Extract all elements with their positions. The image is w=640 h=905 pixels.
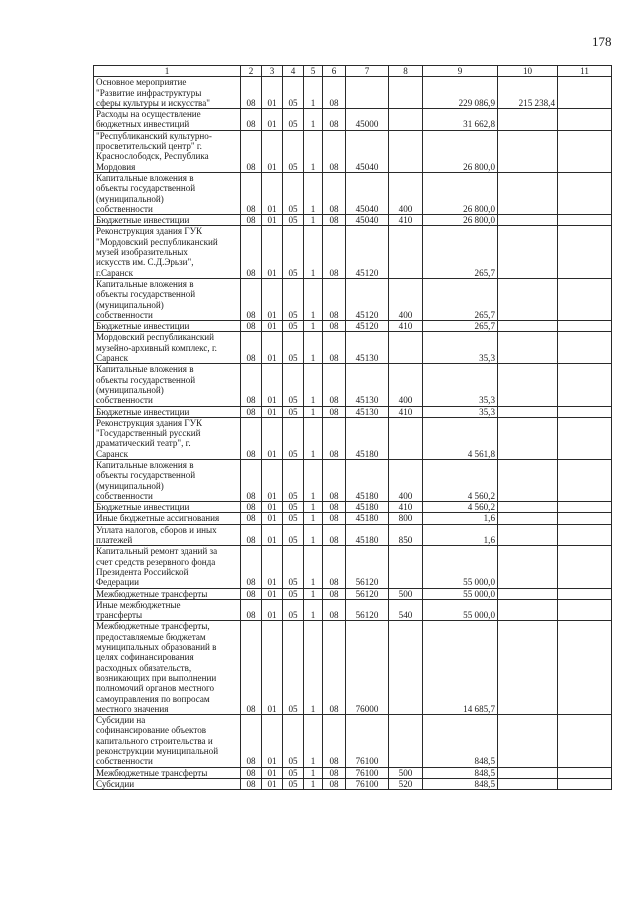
program-code: 05 <box>283 364 304 406</box>
subprogram-code: 1 <box>304 715 323 767</box>
expense-name: Капитальные вложения в объекты государственной (муниципальной) собственности <box>94 459 241 501</box>
expense-name: Бюджетные инвестиции <box>94 406 241 417</box>
event-code: 08 <box>323 588 346 599</box>
amount-year-1: 14 685,7 <box>423 621 498 715</box>
table-row <box>94 715 612 767</box>
section-code: 08 <box>241 332 262 364</box>
event-code: 08 <box>323 599 346 621</box>
amount-year-1: 35,3 <box>423 332 498 364</box>
expense-name: Реконструкция здания ГУК "Государственный русский драматический театр", г. Саранск <box>94 417 241 459</box>
table-row <box>94 77 612 109</box>
amount-year-1: 26 800,0 <box>423 130 498 172</box>
expense-name: Реконструкция здания ГУК "Мордовский республиканский музей изобразительных искусств им. С.Д.Эрьзи", г.Саранск <box>94 226 241 278</box>
subsection-code: 01 <box>262 599 283 621</box>
amount-year-2 <box>498 215 558 226</box>
event-code: 08 <box>323 778 346 789</box>
subprogram-code: 1 <box>304 621 323 715</box>
subsection-code: 01 <box>262 502 283 513</box>
section-code: 08 <box>241 130 262 172</box>
table-body <box>94 77 612 790</box>
subprogram-code: 1 <box>304 130 323 172</box>
amount-year-3 <box>558 546 612 588</box>
subsection-code: 01 <box>262 621 283 715</box>
direction-code: 45180 <box>346 417 389 459</box>
section-code: 08 <box>241 524 262 546</box>
amount-year-2 <box>498 546 558 588</box>
table-row <box>94 502 612 513</box>
direction-code: 45180 <box>346 513 389 524</box>
amount-year-2 <box>498 278 558 320</box>
amount-year-2 <box>498 778 558 789</box>
amount-year-3 <box>558 77 612 109</box>
program-code: 05 <box>283 546 304 588</box>
column-header: 2 <box>241 66 262 77</box>
event-code: 08 <box>323 417 346 459</box>
subsection-code: 01 <box>262 77 283 109</box>
expense-type-code: 410 <box>389 406 423 417</box>
direction-code: 45180 <box>346 459 389 501</box>
amount-year-1: 31 662,8 <box>423 109 498 131</box>
subprogram-code: 1 <box>304 599 323 621</box>
table-row <box>94 109 612 131</box>
amount-year-2 <box>498 109 558 131</box>
direction-code: 45120 <box>346 321 389 332</box>
amount-year-3 <box>558 406 612 417</box>
expense-name: Бюджетные инвестиции <box>94 215 241 226</box>
subprogram-code: 1 <box>304 109 323 131</box>
direction-code: 56120 <box>346 546 389 588</box>
amount-year-1: 35,3 <box>423 364 498 406</box>
amount-year-3 <box>558 459 612 501</box>
program-code: 05 <box>283 778 304 789</box>
expense-type-code <box>389 109 423 131</box>
program-code: 05 <box>283 513 304 524</box>
program-code: 05 <box>283 502 304 513</box>
subsection-code: 01 <box>262 546 283 588</box>
amount-year-1: 4 560,2 <box>423 459 498 501</box>
amount-year-2 <box>498 226 558 278</box>
amount-year-2 <box>498 767 558 778</box>
section-code: 08 <box>241 599 262 621</box>
amount-year-1: 1,6 <box>423 513 498 524</box>
event-code: 08 <box>323 524 346 546</box>
event-code: 08 <box>323 321 346 332</box>
amount-year-1: 265,7 <box>423 321 498 332</box>
expense-type-code: 400 <box>389 278 423 320</box>
expense-name: Иные бюджетные ассигнования <box>94 513 241 524</box>
amount-year-3 <box>558 599 612 621</box>
event-code: 08 <box>323 215 346 226</box>
subsection-code: 01 <box>262 130 283 172</box>
expense-name: Межбюджетные трансферты <box>94 588 241 599</box>
program-code: 05 <box>283 278 304 320</box>
table-row <box>94 524 612 546</box>
table-row <box>94 130 612 172</box>
subprogram-code: 1 <box>304 332 323 364</box>
section-code: 08 <box>241 406 262 417</box>
direction-code: 76100 <box>346 715 389 767</box>
section-code: 08 <box>241 502 262 513</box>
table-row <box>94 172 612 214</box>
direction-code: 45040 <box>346 130 389 172</box>
budget-table <box>93 65 612 790</box>
amount-year-3 <box>558 524 612 546</box>
column-header: 5 <box>304 66 323 77</box>
subsection-code: 01 <box>262 332 283 364</box>
program-code: 05 <box>283 215 304 226</box>
table-row <box>94 778 612 789</box>
column-header: 9 <box>423 66 498 77</box>
amount-year-3 <box>558 364 612 406</box>
direction-code: 45180 <box>346 524 389 546</box>
amount-year-2 <box>498 588 558 599</box>
amount-year-2: 215 238,4 <box>498 77 558 109</box>
subprogram-code: 1 <box>304 226 323 278</box>
subsection-code: 01 <box>262 406 283 417</box>
subsection-code: 01 <box>262 715 283 767</box>
expense-type-code: 410 <box>389 502 423 513</box>
table-row <box>94 588 612 599</box>
section-code: 08 <box>241 459 262 501</box>
subprogram-code: 1 <box>304 77 323 109</box>
amount-year-2 <box>498 502 558 513</box>
amount-year-2 <box>498 406 558 417</box>
program-code: 05 <box>283 226 304 278</box>
amount-year-3 <box>558 767 612 778</box>
program-code: 05 <box>283 621 304 715</box>
program-code: 05 <box>283 417 304 459</box>
amount-year-2 <box>498 417 558 459</box>
expense-name: Бюджетные инвестиции <box>94 321 241 332</box>
subsection-code: 01 <box>262 524 283 546</box>
table-row <box>94 621 612 715</box>
direction-code: 45120 <box>346 226 389 278</box>
expense-type-code <box>389 417 423 459</box>
table-row <box>94 546 612 588</box>
direction-code <box>346 77 389 109</box>
expense-type-code <box>389 226 423 278</box>
direction-code: 45180 <box>346 502 389 513</box>
column-header: 10 <box>498 66 558 77</box>
subsection-code: 01 <box>262 278 283 320</box>
column-header: 4 <box>283 66 304 77</box>
expense-type-code <box>389 77 423 109</box>
expense-type-code: 410 <box>389 215 423 226</box>
expense-name: Бюджетные инвестиции <box>94 502 241 513</box>
subsection-code: 01 <box>262 364 283 406</box>
amount-year-1: 265,7 <box>423 278 498 320</box>
event-code: 08 <box>323 502 346 513</box>
program-code: 05 <box>283 767 304 778</box>
amount-year-1: 26 800,0 <box>423 172 498 214</box>
amount-year-2 <box>498 621 558 715</box>
section-code: 08 <box>241 588 262 599</box>
event-code: 08 <box>323 513 346 524</box>
expense-type-code: 520 <box>389 778 423 789</box>
amount-year-3 <box>558 130 612 172</box>
expense-name: Капитальные вложения в объекты государственной (муниципальной) собственности <box>94 278 241 320</box>
amount-year-3 <box>558 172 612 214</box>
direction-code: 45040 <box>346 172 389 214</box>
amount-year-1: 1,6 <box>423 524 498 546</box>
program-code: 05 <box>283 321 304 332</box>
amount-year-3 <box>558 778 612 789</box>
subsection-code: 01 <box>262 109 283 131</box>
section-code: 08 <box>241 278 262 320</box>
program-code: 05 <box>283 599 304 621</box>
subprogram-code: 1 <box>304 778 323 789</box>
subprogram-code: 1 <box>304 513 323 524</box>
direction-code: 76100 <box>346 767 389 778</box>
direction-code: 45130 <box>346 364 389 406</box>
table-row <box>94 406 612 417</box>
subprogram-code: 1 <box>304 406 323 417</box>
column-header: 3 <box>262 66 283 77</box>
subprogram-code: 1 <box>304 215 323 226</box>
expense-type-code <box>389 546 423 588</box>
section-code: 08 <box>241 513 262 524</box>
amount-year-1: 265,7 <box>423 226 498 278</box>
subsection-code: 01 <box>262 778 283 789</box>
subprogram-code: 1 <box>304 172 323 214</box>
direction-code: 45000 <box>346 109 389 131</box>
program-code: 05 <box>283 588 304 599</box>
subprogram-code: 1 <box>304 524 323 546</box>
section-code: 08 <box>241 364 262 406</box>
subprogram-code: 1 <box>304 767 323 778</box>
table-row <box>94 321 612 332</box>
direction-code: 76000 <box>346 621 389 715</box>
direction-code: 45120 <box>346 278 389 320</box>
amount-year-3 <box>558 588 612 599</box>
amount-year-2 <box>498 332 558 364</box>
table-row <box>94 226 612 278</box>
expense-name: Мордовский республиканский музейно-архивный комплекс, г. Саранск <box>94 332 241 364</box>
event-code: 08 <box>323 767 346 778</box>
subprogram-code: 1 <box>304 278 323 320</box>
expense-name: Капитальные вложения в объекты государственной (муниципальной) собственности <box>94 172 241 214</box>
amount-year-1: 26 800,0 <box>423 215 498 226</box>
expense-type-code <box>389 332 423 364</box>
column-header: 7 <box>346 66 389 77</box>
event-code: 08 <box>323 77 346 109</box>
amount-year-3 <box>558 332 612 364</box>
amount-year-2 <box>498 524 558 546</box>
table-row <box>94 364 612 406</box>
section-code: 08 <box>241 226 262 278</box>
direction-code: 56120 <box>346 588 389 599</box>
subprogram-code: 1 <box>304 502 323 513</box>
table-row <box>94 459 612 501</box>
program-code: 05 <box>283 406 304 417</box>
amount-year-2 <box>498 599 558 621</box>
expense-type-code: 500 <box>389 588 423 599</box>
expense-type-code <box>389 130 423 172</box>
event-code: 08 <box>323 172 346 214</box>
program-code: 05 <box>283 524 304 546</box>
event-code: 08 <box>323 406 346 417</box>
program-code: 05 <box>283 459 304 501</box>
event-code: 08 <box>323 109 346 131</box>
direction-code: 76100 <box>346 778 389 789</box>
program-code: 05 <box>283 77 304 109</box>
expense-name: Расходы на осуществление бюджетных инвестиций <box>94 109 241 131</box>
amount-year-3 <box>558 513 612 524</box>
amount-year-1: 848,5 <box>423 715 498 767</box>
expense-name: Иные межбюджетные трансферты <box>94 599 241 621</box>
amount-year-1: 55 000,0 <box>423 546 498 588</box>
section-code: 08 <box>241 321 262 332</box>
table-row <box>94 767 612 778</box>
expense-type-code: 400 <box>389 459 423 501</box>
expense-name: Межбюджетные трансферты <box>94 767 241 778</box>
amount-year-2 <box>498 321 558 332</box>
program-code: 05 <box>283 130 304 172</box>
expense-type-code: 850 <box>389 524 423 546</box>
event-code: 08 <box>323 332 346 364</box>
event-code: 08 <box>323 364 346 406</box>
subsection-code: 01 <box>262 588 283 599</box>
expense-type-code: 400 <box>389 364 423 406</box>
table-row <box>94 215 612 226</box>
expense-name: Капитальный ремонт зданий за счет средств резервного фонда Президента Российской Федерации <box>94 546 241 588</box>
amount-year-2 <box>498 172 558 214</box>
amount-year-3 <box>558 502 612 513</box>
direction-code: 56120 <box>346 599 389 621</box>
subsection-code: 01 <box>262 215 283 226</box>
direction-code: 45130 <box>346 406 389 417</box>
program-code: 05 <box>283 109 304 131</box>
subsection-code: 01 <box>262 513 283 524</box>
subprogram-code: 1 <box>304 459 323 501</box>
amount-year-1: 55 000,0 <box>423 588 498 599</box>
section-code: 08 <box>241 546 262 588</box>
header-row <box>94 66 612 77</box>
expense-name: Субсидии <box>94 778 241 789</box>
expense-type-code <box>389 621 423 715</box>
amount-year-2 <box>498 364 558 406</box>
amount-year-1: 229 086,9 <box>423 77 498 109</box>
section-code: 08 <box>241 767 262 778</box>
table-row <box>94 332 612 364</box>
subsection-code: 01 <box>262 767 283 778</box>
subsection-code: 01 <box>262 226 283 278</box>
section-code: 08 <box>241 621 262 715</box>
event-code: 08 <box>323 459 346 501</box>
column-header: 6 <box>323 66 346 77</box>
subprogram-code: 1 <box>304 546 323 588</box>
amount-year-3 <box>558 621 612 715</box>
amount-year-3 <box>558 278 612 320</box>
expense-type-code: 400 <box>389 172 423 214</box>
column-header: 1 <box>94 66 241 77</box>
amount-year-1: 4 561,8 <box>423 417 498 459</box>
subsection-code: 01 <box>262 417 283 459</box>
amount-year-2 <box>498 715 558 767</box>
amount-year-1: 35,3 <box>423 406 498 417</box>
expense-type-code: 500 <box>389 767 423 778</box>
amount-year-2 <box>498 130 558 172</box>
expense-name: Межбюджетные трансферты, предоставляемые бюджетам муниципальных образований в целях софинансирования расходных обязательств, возникающих при выполнении полномочий органов местного самоуправления по вопросам местного значения <box>94 621 241 715</box>
program-code: 05 <box>283 332 304 364</box>
expense-name: Субсидии на софинансирование объектов капитального строительства и реконструкции муниципальной собственности <box>94 715 241 767</box>
amount-year-3 <box>558 215 612 226</box>
program-code: 05 <box>283 172 304 214</box>
subprogram-code: 1 <box>304 588 323 599</box>
amount-year-3 <box>558 109 612 131</box>
amount-year-2 <box>498 459 558 501</box>
subprogram-code: 1 <box>304 364 323 406</box>
direction-code: 45130 <box>346 332 389 364</box>
table-row <box>94 417 612 459</box>
amount-year-1: 55 000,0 <box>423 599 498 621</box>
event-code: 08 <box>323 130 346 172</box>
amount-year-2 <box>498 513 558 524</box>
amount-year-3 <box>558 321 612 332</box>
direction-code: 45040 <box>346 215 389 226</box>
expense-name: Основное мероприятие "Развитие инфраструктуры сферы культуры и искусства" <box>94 77 241 109</box>
amount-year-3 <box>558 715 612 767</box>
expense-name: Уплата налогов, сборов и иных платежей <box>94 524 241 546</box>
section-code: 08 <box>241 715 262 767</box>
table-row <box>94 278 612 320</box>
expense-type-code: 800 <box>389 513 423 524</box>
expense-type-code <box>389 715 423 767</box>
section-code: 08 <box>241 109 262 131</box>
amount-year-1: 848,5 <box>423 778 498 789</box>
column-header: 11 <box>558 66 612 77</box>
table-row <box>94 513 612 524</box>
page-number: 178 <box>592 34 612 49</box>
amount-year-3 <box>558 226 612 278</box>
program-code: 05 <box>283 715 304 767</box>
subsection-code: 01 <box>262 459 283 501</box>
expense-type-code: 540 <box>389 599 423 621</box>
expense-name: "Республиканский культурно- просветительский центр" г. Краснослободск, Республика Мордовия <box>94 130 241 172</box>
event-code: 08 <box>323 621 346 715</box>
amount-year-3 <box>558 417 612 459</box>
subsection-code: 01 <box>262 321 283 332</box>
section-code: 08 <box>241 778 262 789</box>
event-code: 08 <box>323 226 346 278</box>
event-code: 08 <box>323 546 346 588</box>
subprogram-code: 1 <box>304 321 323 332</box>
expense-name: Капитальные вложения в объекты государственной (муниципальной) собственности <box>94 364 241 406</box>
section-code: 08 <box>241 77 262 109</box>
subprogram-code: 1 <box>304 417 323 459</box>
section-code: 08 <box>241 172 262 214</box>
section-code: 08 <box>241 417 262 459</box>
column-header: 8 <box>389 66 423 77</box>
subsection-code: 01 <box>262 172 283 214</box>
section-code: 08 <box>241 215 262 226</box>
event-code: 08 <box>323 715 346 767</box>
amount-year-1: 848,5 <box>423 767 498 778</box>
amount-year-1: 4 560,2 <box>423 502 498 513</box>
table-row <box>94 599 612 621</box>
event-code: 08 <box>323 278 346 320</box>
expense-type-code: 410 <box>389 321 423 332</box>
